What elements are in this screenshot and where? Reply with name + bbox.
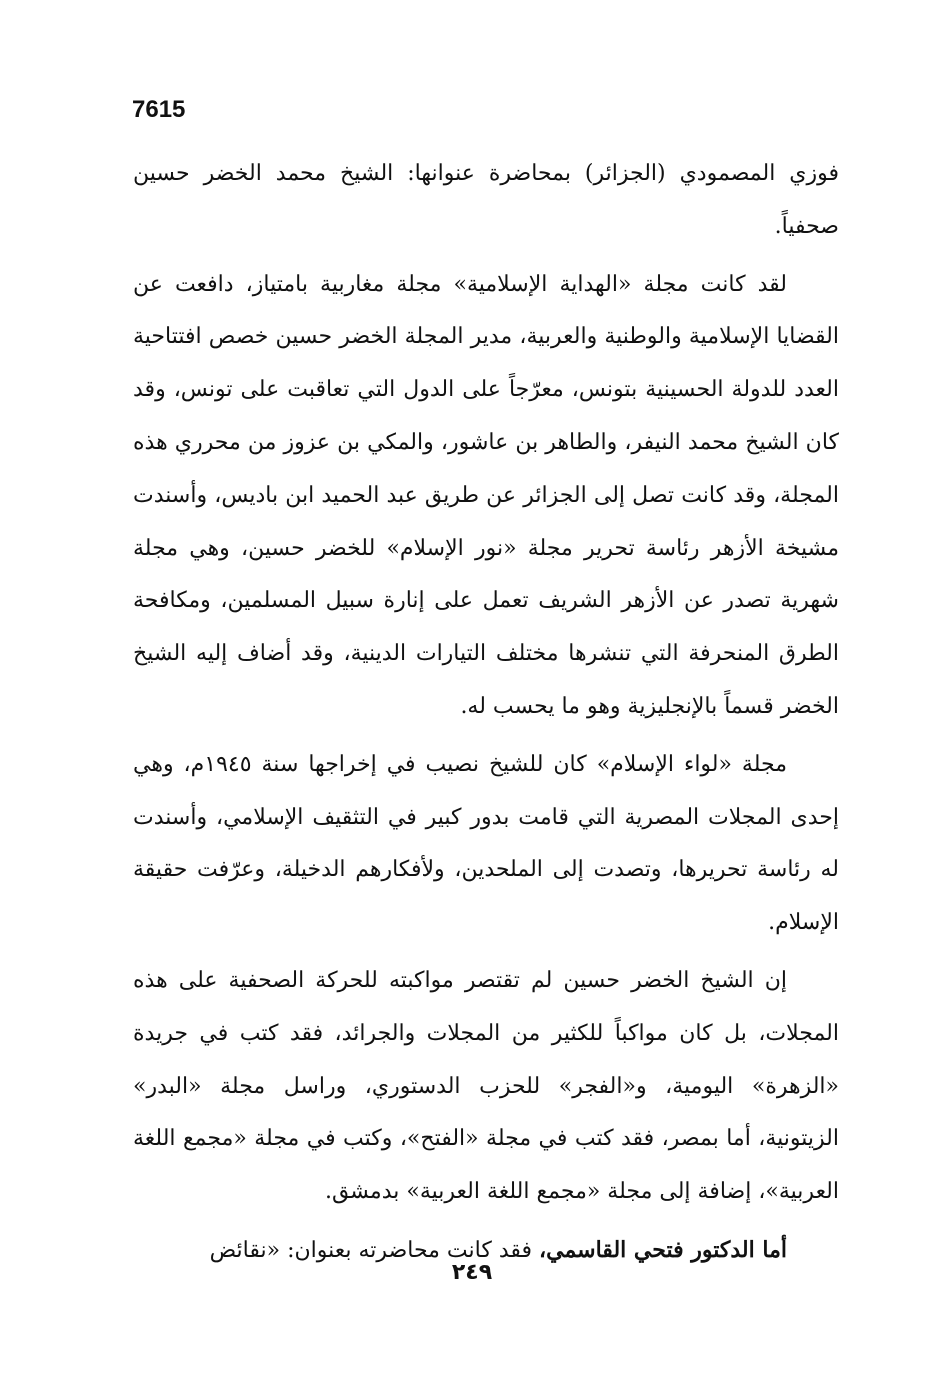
paragraph-3-text: مجلة «لواء الإسلام» كان للشيخ نصيب في إخراجها سنة ١٩٤٥م، وهي إحدى المجلات المصرية التي قامت بدور كبير في التثقيف الإسلامي، وأسندت له رئاسة تحريرها، وتصدت إلى الملحدين، ولأفكارهم الدخيلة، وعرّفت حقيقة الإسلام. [133, 751, 839, 936]
paragraph-1 [133, 148, 839, 254]
paragraph-2-text: لقد كانت مجلة «الهداية الإسلامية» مجلة مغاربية بامتياز، دافعت عن القضايا الإسلامية والوطنية والعربية، مدير المجلة الخضر حسين خصص افتتاحية العدد للدولة الحسينية بتونس، معرّجاً على الدول التي تعاقبت على تونس، وقد كان الشيخ محمد النيفر، والطاهر بن عاشور، والمكي بن عزوز من محرري هذه المجلة، وقد كانت تصل إلى الجزائر عن طريق عبد الحميد ابن باديس، وأسندت مشيخة الأزهر رئاسة تحرير مجلة «نور الإسلام» للخضر حسين، وهي مجلة شهرية تصدر عن الأزهر الشريف تعمل على إنارة سبيل المسلمين، ومكافحة الطرق المنحرفة التي تنشرها مختلف التيارات الدينية، وقد أضاف إليه الشيخ الخضر قسماً بالإنجليزية وهو ما يحسب له. [133, 271, 839, 719]
paragraph-4 [133, 955, 839, 1219]
paragraph-2 [133, 259, 839, 734]
paragraph-5-text: فقد كانت محاضرته بعنوان: «نقائض [209, 1237, 540, 1263]
body-text [133, 148, 839, 1278]
page-number: ٢٤٩ [451, 1260, 493, 1285]
paragraph-1-text: فوزي المصمودي (الجزائر) بمحاضرة عنوانها: الشيخ محمد الخضر حسين صحفياً. [133, 161, 839, 239]
paragraph-3 [133, 739, 839, 950]
paragraph-4-text: إن الشيخ الخضر حسين لم تقتصر مواكبته للحركة الصحفية على هذه المجلات، بل كان مواكباً للكثير من المجلات والجرائد، فقد كتب في جريدة «الزهرة» اليومية، و«الفجر» للحزب الدستوري، وراسل مجلة «البدر» الزيتونية، أما بمصر، فقد كتب في مجلة «الفتح»، وكتب في مجلة «مجمع اللغة العربية»، إضافة إلى مجلة «مجمع اللغة العربية» بدمشق. [133, 967, 839, 1205]
page-id: 7615 [132, 96, 186, 123]
paragraph-5-lead: أما الدكتور فتحي القاسمي، [539, 1236, 787, 1263]
